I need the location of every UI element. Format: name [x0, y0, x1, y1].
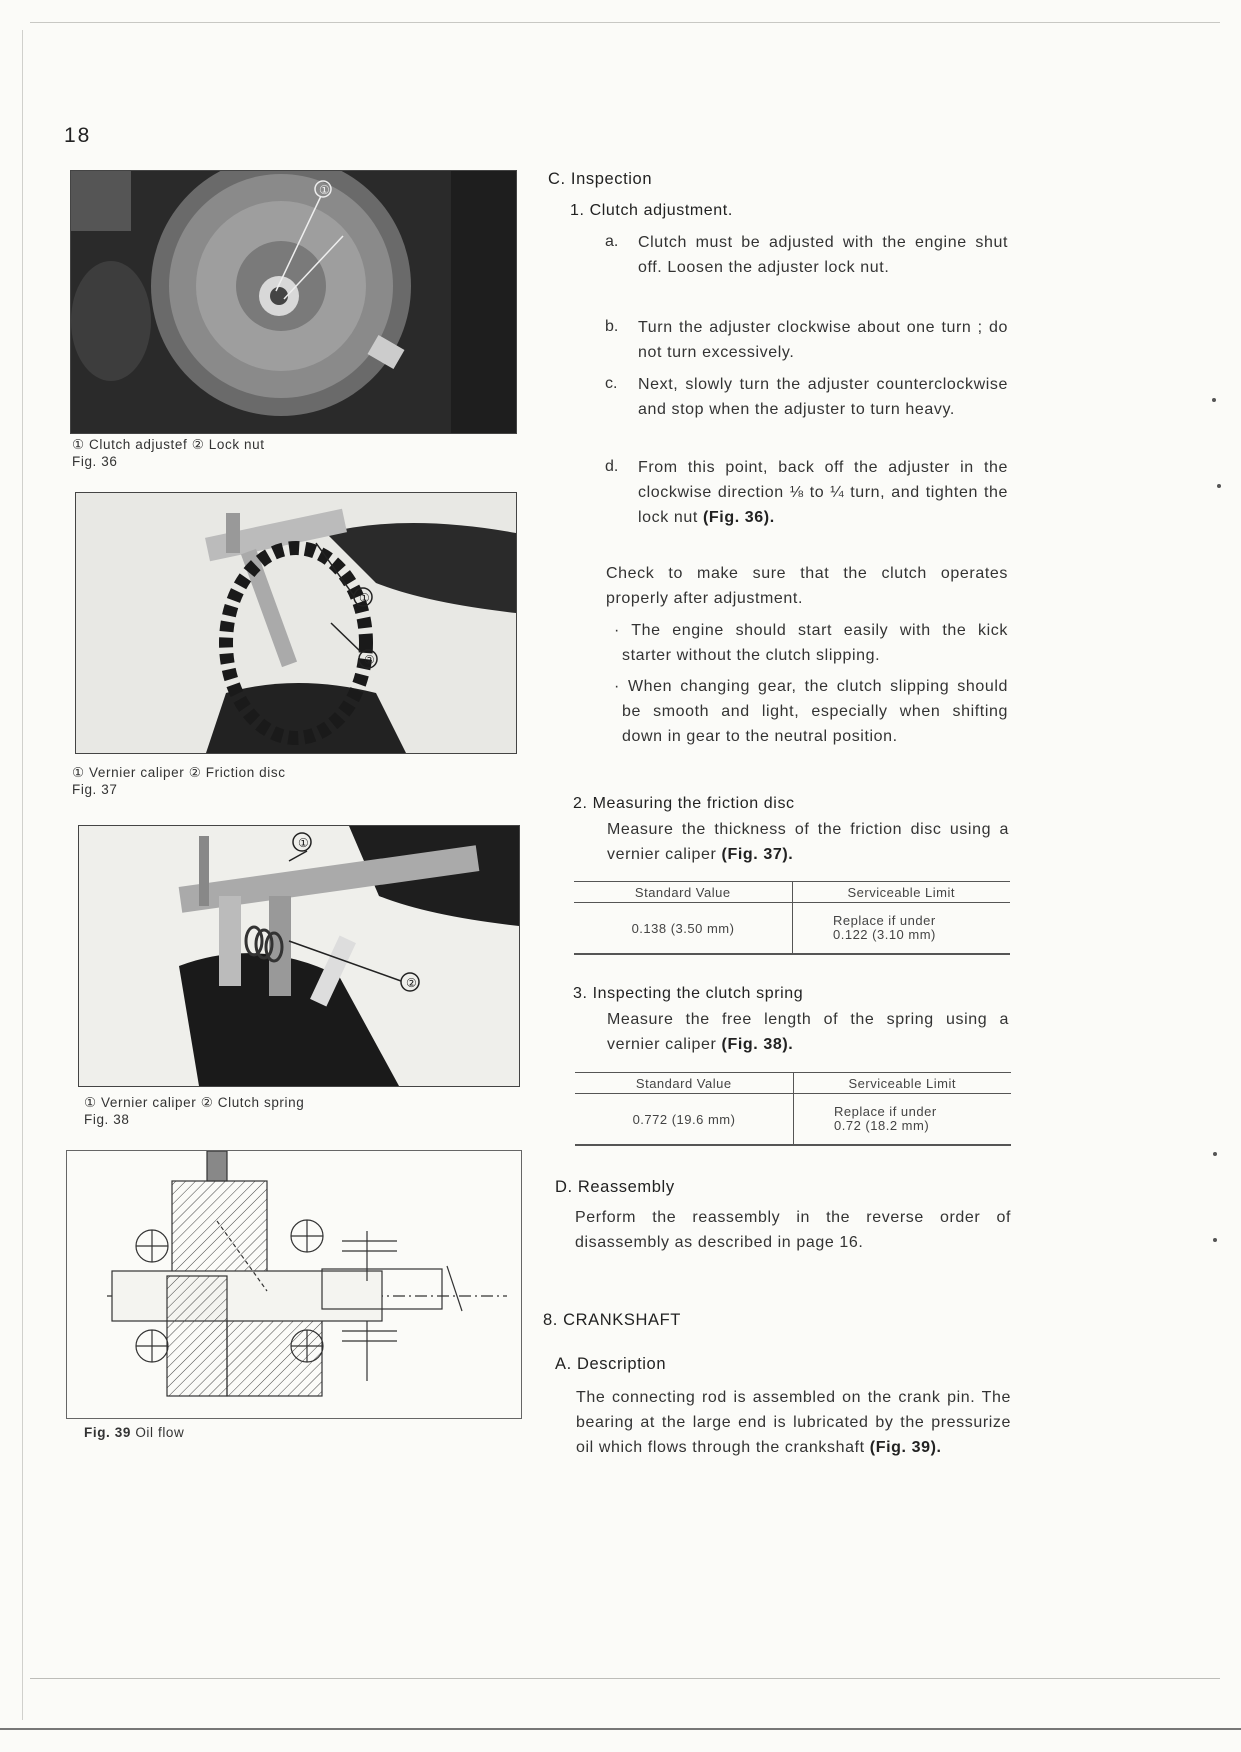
- item1-title: 1. Clutch adjustment.: [570, 202, 733, 219]
- reassembly-heading: D. Reassembly: [555, 1178, 675, 1196]
- fig-37-caption: ① Vernier caliper ② Friction disc Fig. 37: [72, 765, 286, 797]
- scan-speck: [1217, 484, 1221, 488]
- page-number: 18: [64, 124, 92, 147]
- fig-36-photo: [70, 170, 517, 434]
- table-header-standard: Standard Value: [635, 1075, 732, 1091]
- callout-1: ①: [298, 836, 309, 850]
- item1-b-text: Turn the adjuster clockwise about one turn ; do not turn excessively.: [638, 319, 1008, 361]
- callout-1: ①: [319, 183, 330, 197]
- fig-38-caption: ① Vernier caliper ② Clutch spring Fig. 38: [84, 1095, 305, 1127]
- fig-39-diagram: [66, 1150, 522, 1419]
- item1-a-text: Clutch must be adjusted with the engine shut off. Loosen the adjuster lock nut.: [638, 234, 1008, 276]
- crankshaft-heading: 8. CRANKSHAFT: [543, 1311, 681, 1329]
- item3-text: Measure the free length of the spring using a vernier caliper (Fig. 38).: [607, 1011, 1009, 1053]
- fig-39-caption: Fig. 39 Oil flow: [84, 1425, 185, 1440]
- friction-disc-spec-table: [574, 881, 1010, 955]
- callout-1: ①: [359, 591, 370, 605]
- table-header-standard: Standard Value: [634, 884, 731, 900]
- page-edge-bottom: [30, 1678, 1220, 1679]
- item3-title: 3. Inspecting the clutch spring: [573, 985, 804, 1002]
- item1-d-text: From this point, back off the adjuster in the clockwise direction ⅛ to ¼ turn, and tighten the lock nut (Fig. 36).: [638, 459, 1008, 526]
- crankshaft-subheading: A. Description: [555, 1355, 667, 1373]
- page-edge-top: [30, 22, 1220, 23]
- item1-a-marker: a.: [605, 233, 619, 250]
- item1-c-text: Next, slowly turn the adjuster counterclockwise and stop when the adjuster to turn heavy.: [638, 376, 1008, 418]
- table-header-limit: Serviceable Limit: [793, 1073, 1012, 1093]
- item1-d-marker: d.: [605, 458, 619, 475]
- scan-speck: [1213, 1238, 1217, 1242]
- item1-bullet-1: · The engine should start easily with the kick starter without the clutch slipping.: [614, 622, 1008, 664]
- clutch-spring-standard-value: 0.772 (19.6 mm): [632, 1111, 736, 1127]
- item1-b-marker: b.: [605, 318, 619, 335]
- fig-37-photo: [75, 492, 517, 754]
- item1-c-marker: c.: [605, 375, 618, 392]
- callout-2: ②: [406, 976, 417, 990]
- item1-check-text: Check to make sure that the clutch operates properly after adjustment.: [606, 565, 1008, 607]
- friction-disc-standard-value: 0.138 (3.50 mm): [631, 920, 735, 936]
- clutch-spring-spec-table: [575, 1072, 1011, 1146]
- item2-text: Measure the thickness of the friction disc using a vernier caliper (Fig. 37).: [607, 821, 1009, 863]
- reassembly-text: Perform the reassembly in the reverse order of disassembly as described in page 16.: [575, 1209, 1011, 1251]
- fig-36-caption: ① Clutch adjustef ② Lock nut Fig. 36: [72, 437, 265, 469]
- fig-38-photo: [78, 825, 520, 1087]
- callout-2: ②: [364, 653, 375, 667]
- clutch-spring-limit-value: Replace if under 0.72 (18.2 mm): [793, 1094, 1011, 1144]
- friction-disc-limit-value: Replace if under 0.122 (3.10 mm): [792, 903, 1010, 953]
- inspection-heading: C. Inspection: [548, 170, 653, 188]
- item1-bullet-2: · When changing gear, the clutch slipping should be smooth and light, especially when shifting down in gear to the neutral position.: [614, 678, 1008, 745]
- page-edge-left: [22, 30, 23, 1720]
- crankshaft-text: The connecting rod is assembled on the crank pin. The bearing at the large end is lubricated by the pressurize oil which flows through the crankshaft (Fig. 39).: [576, 1389, 1011, 1456]
- table-header-limit: Serviceable Limit: [792, 882, 1011, 902]
- scan-speck: [1213, 1152, 1217, 1156]
- item2-title: 2. Measuring the friction disc: [573, 795, 795, 812]
- scan-speck: [1212, 398, 1216, 402]
- scan-edge: [0, 1728, 1241, 1730]
